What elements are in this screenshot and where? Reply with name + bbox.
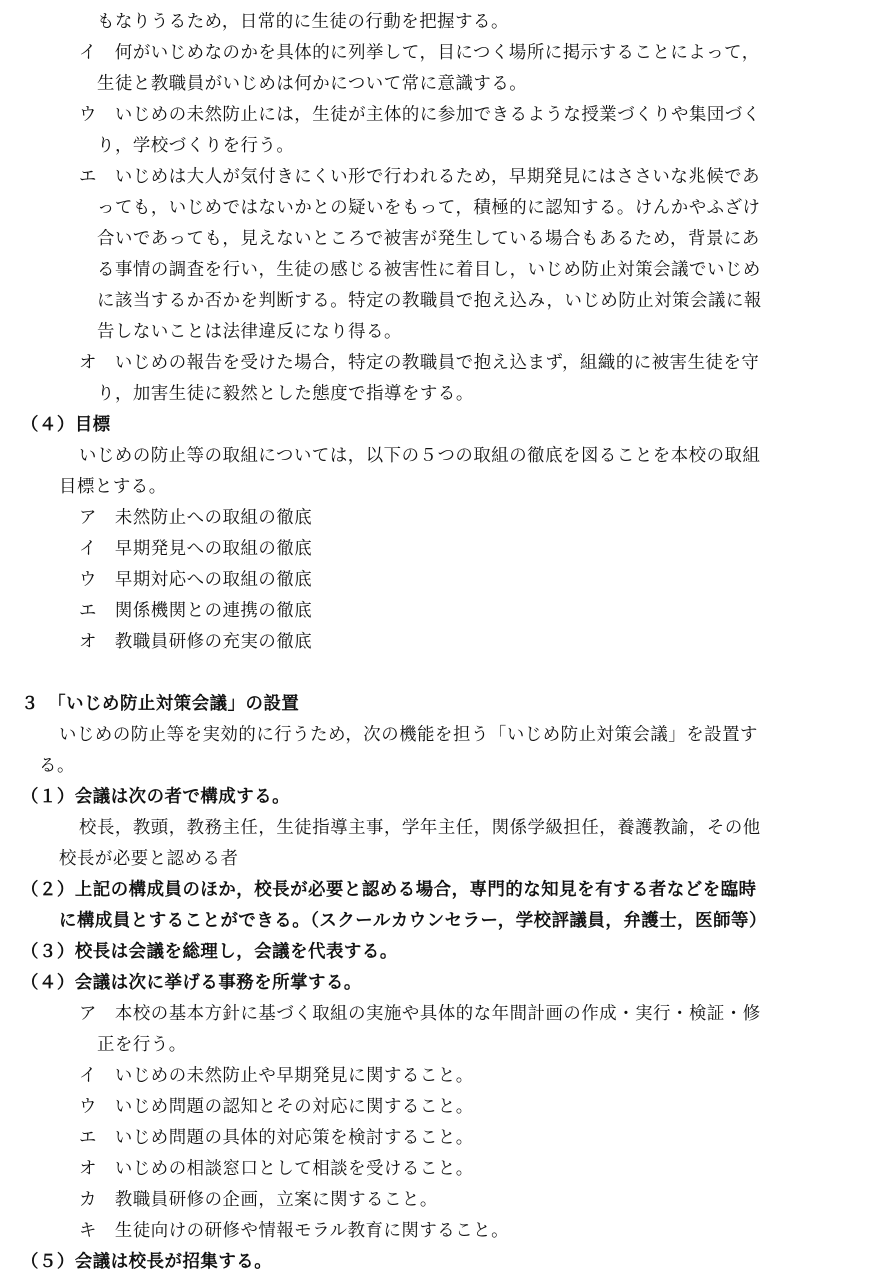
section-heading-continued: に構成員とすることができる。（スクールカウンセラー，学校評議員，弁護士，医師等） [59, 911, 767, 931]
section-heading: （３）校長は会議を総理し，会議を代表する。 [21, 942, 398, 962]
body-text-line: 目標とする。 [59, 477, 167, 497]
goal-item: オ 教職員研修の充実の徹底 [79, 632, 313, 652]
body-text-line: いじめの防止等の取組については，以下の５つの取組の徹底を図ることを本校の取組 [79, 446, 761, 466]
goal-item: エ 関係機関との連携の徹底 [79, 601, 313, 621]
list-item-e: エ いじめは大人が気付きにくい形で行われるため，早期発見にはささいな兆候であ [79, 167, 761, 187]
body-text-line: る事情の調査を行い，生徒の感じる被害性に着目し，いじめ防止対策会議でいじめ [97, 260, 761, 280]
duty-item: カ 教職員研修の企画，立案に関すること。 [79, 1190, 438, 1210]
duty-item: ア 本校の基本方針に基づく取組の実施や具体的な年間計画の作成・実行・検証・修 [79, 1004, 761, 1024]
body-text-line: 合いであっても，見えないところで被害が発生している場合もあるため，背景にあ [97, 229, 760, 249]
body-text-line: もなりうるため，日常的に生徒の行動を把握する。 [97, 12, 509, 32]
list-item-u: ウ いじめの未然防止には，生徒が主体的に参加できるような授業づくりや集団づく [79, 105, 761, 125]
list-item-i: イ 何がいじめなのかを具体的に列挙して，目につく場所に掲示することによって， [79, 43, 760, 63]
goal-item: イ 早期発見への取組の徹底 [79, 539, 313, 559]
section-heading: （５）会議は校長が招集する。 [21, 1252, 273, 1272]
body-text-line: り，学校づくりを行う。 [97, 136, 295, 156]
body-text-line: 校長，教頭，教務主任，生徒指導主事，学年主任，関係学級担任，養護教諭，その他 [79, 818, 761, 838]
body-text-line: に該当するか否かを判断する。特定の教職員で抱え込み，いじめ防止対策会議に報 [97, 291, 762, 311]
body-text-line: 校長が必要と認める者 [59, 849, 239, 869]
list-item-o: オ いじめの報告を受けた場合，特定の教職員で抱え込まず，組織的に被害生徒を守 [79, 353, 760, 373]
duty-item: オ いじめの相談窓口として相談を受けること。 [79, 1159, 474, 1179]
section-heading: （１）会議は次の者で構成する。 [21, 787, 291, 807]
duty-item: ウ いじめ問題の認知とその対応に関すること。 [79, 1097, 474, 1117]
goal-item: ウ 早期対応への取組の徹底 [79, 570, 313, 590]
body-text-line: っても，いじめではないかとの疑いをもって，積極的に認知する。けんかやふざけ [97, 198, 761, 218]
goal-item: ア 未然防止への取組の徹底 [79, 508, 313, 528]
section-heading: （４）目標 [21, 415, 111, 435]
duty-item: キ 生徒向けの研修や情報モラル教育に関すること。 [79, 1221, 510, 1241]
chapter-heading: ３ 「いじめ防止対策会議」の設置 [21, 694, 300, 714]
section-heading: （４）会議は次に挙げる事務を所掌する。 [21, 973, 362, 993]
duty-item: イ いじめの未然防止や早期発見に関すること。 [79, 1066, 474, 1086]
body-text-line: 告しないことは法律違反になり得る。 [97, 322, 402, 342]
body-text-line: る。 [39, 756, 75, 776]
section-heading: （２）上記の構成員のほか，校長が必要と認める場合，専門的な知見を有する者などを臨時 [21, 880, 757, 900]
body-text-line: いじめの防止等を実効的に行うため，次の機能を担う「いじめ防止対策会議」を設置す [59, 725, 758, 745]
body-text-line: 生徒と教職員がいじめは何かについて常に意識する。 [97, 74, 528, 94]
duty-item: エ いじめ問題の具体的対応策を検討すること。 [79, 1128, 474, 1148]
body-text-line: 正を行う。 [97, 1035, 187, 1055]
body-text-line: り，加害生徒に毅然とした態度で指導をする。 [97, 384, 474, 404]
